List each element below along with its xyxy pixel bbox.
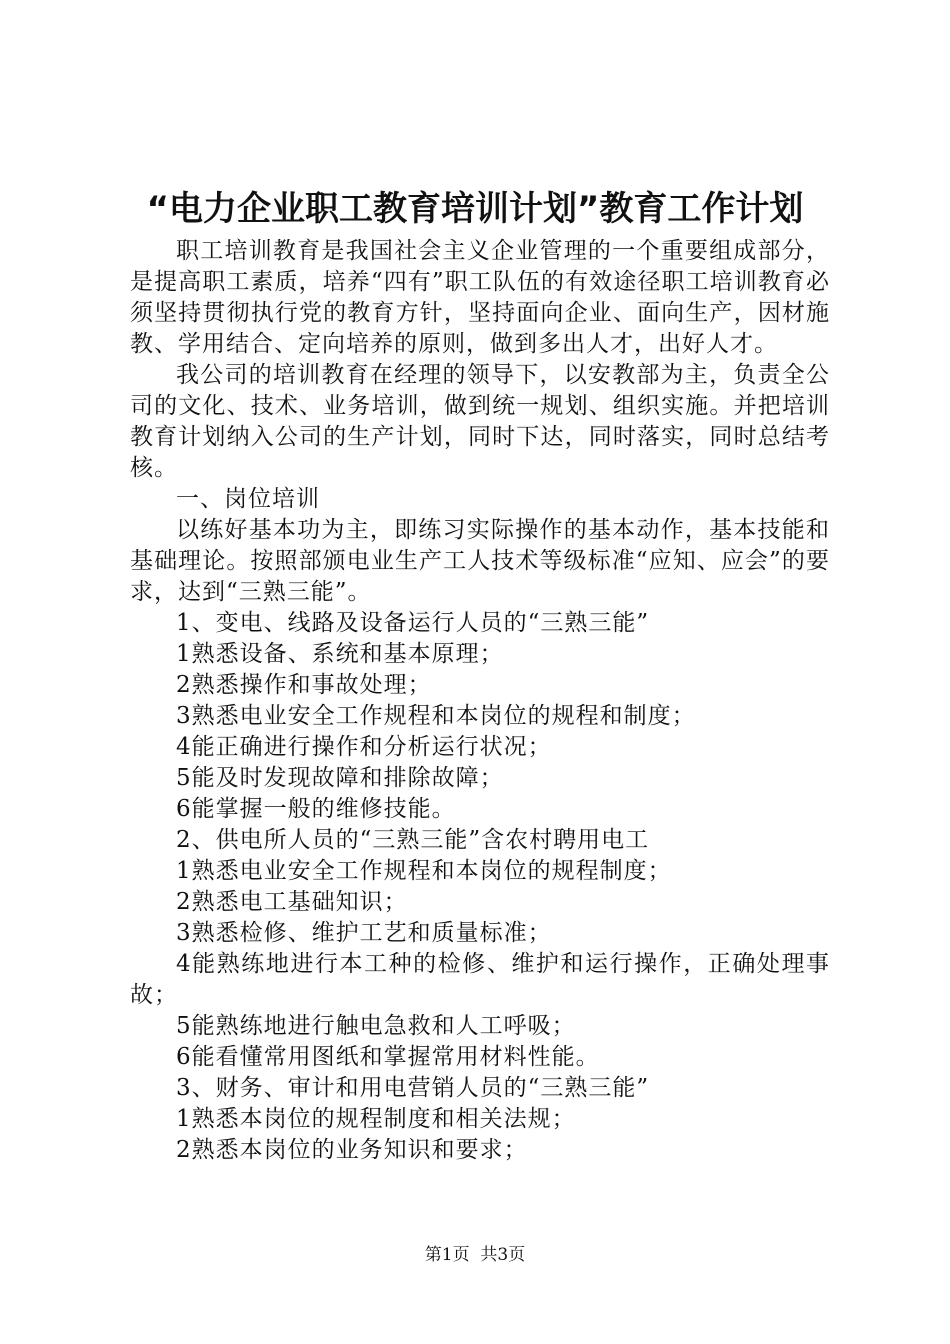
list-item: 1熟悉设备、系统和基本原理；: [176, 641, 504, 667]
list-item: 6能掌握一般的维修技能。: [176, 796, 456, 822]
list-item: 4能正确进行操作和分析运行状况；: [176, 734, 552, 760]
list-item: 1熟悉本岗位的规程制度和相关法规；: [176, 1106, 576, 1132]
list-item: 2熟悉操作和事故处理；: [176, 672, 432, 698]
list-item: 5能及时发现故障和排除故障；: [176, 765, 504, 791]
page-footer: [0, 1244, 950, 1266]
list-item: 2熟悉本岗位的业务知识和要求；: [176, 1137, 528, 1163]
paragraph: 职工培训教育是我国社会主义企业管理的一个重要组成部分，是提高职工素质，培养“四有”职工队伍的有效途径职工培训教育必须坚持贯彻执行党的教育方针，坚持面向企业、面向生产，因材施教、学用结合、定向培养的原则，做到多出人才，出好人才。: [130, 238, 830, 357]
subsection-heading: 2、供电所人员的“三熟三能”含农村聘用电工: [176, 827, 650, 853]
list-item: 4能熟练地进行本工种的检修、维护和运行操作，正确处理事故；: [130, 951, 830, 1008]
list-item: 1熟悉电业安全工作规程和本岗位的规程制度；: [176, 858, 672, 884]
list-item: 6能看懂常用图纸和掌握常用材料性能。: [176, 1044, 600, 1070]
list-item: 3熟悉电业安全工作规程和本岗位的规程和制度；: [176, 703, 696, 729]
paragraph: 我公司的培训教育在经理的领导下，以安教部为主，负责全公司的文化、技术、业务培训，做到统一规划、组织实施。并把培训教育计划纳入公司的生产计划，同时下达，同时落实，同时总结考核。: [130, 362, 830, 481]
paragraph: 以练好基本功为主，即练习实际操作的基本动作，基本技能和基础理论。按照部颁电业生产工人技术等级标准“应知、应会”的要求，达到“三熟三能”。: [130, 517, 830, 605]
subsection-heading: 3、财务、审计和用电营销人员的“三熟三能”: [176, 1075, 650, 1101]
list-item: 2熟悉电工基础知识；: [176, 889, 408, 915]
list-item: 5能熟练地进行触电急救和人工呼吸；: [176, 1013, 576, 1039]
document-body: [130, 236, 830, 1166]
section-heading: 一、岗位培训: [176, 486, 320, 512]
list-item: 3熟悉检修、维护工艺和质量标准；: [176, 920, 552, 946]
document-title: “电力企业职工教育培训计划”教育工作计划: [146, 189, 804, 229]
page-number-label: 第1页 共3页: [424, 1245, 526, 1265]
subsection-heading: 1、变电、线路及设备运行人员的“三熟三能”: [176, 610, 650, 636]
